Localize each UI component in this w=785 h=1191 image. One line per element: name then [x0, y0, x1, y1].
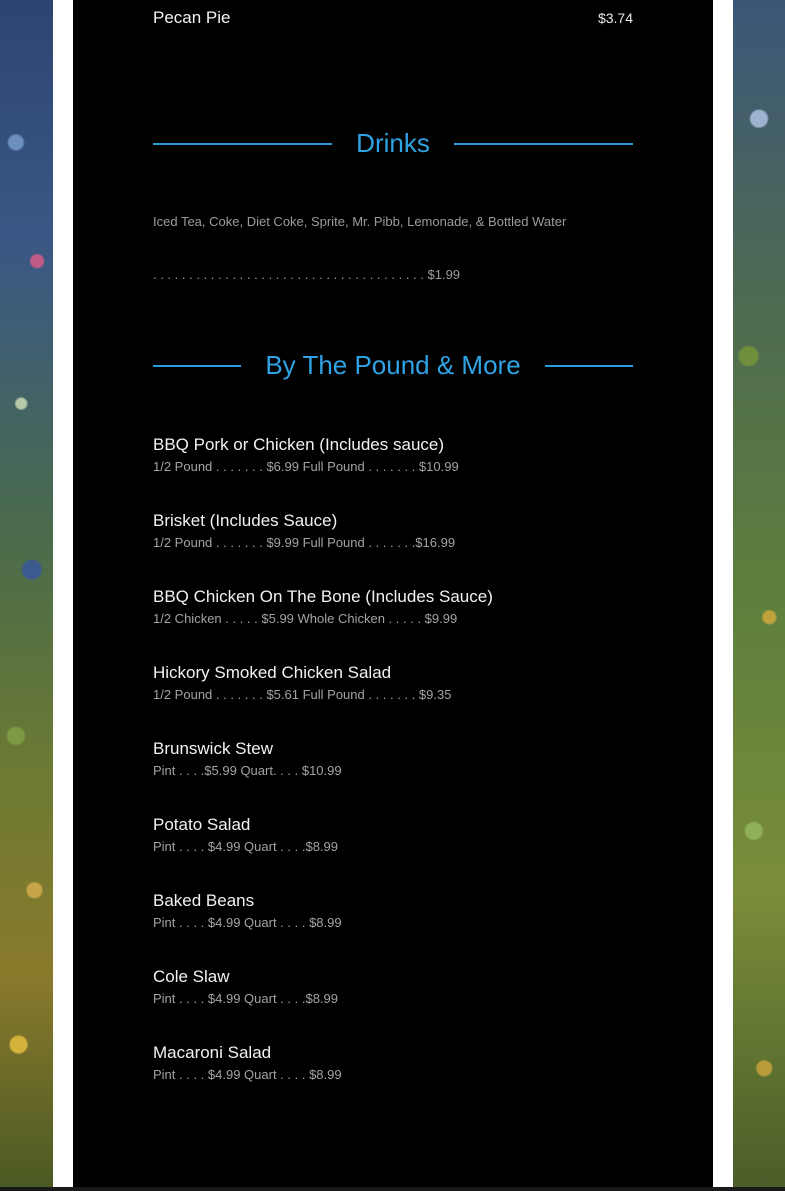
menu-item: [153, 739, 633, 779]
item-prices: 1/2 Pound . . . . . . . $9.99 Full Pound . . . . . . .$16.99: [153, 535, 456, 550]
background-photo-right: [733, 0, 785, 1187]
drinks-price: . . . . . . . . . . . . . . . . . . . . . . . . . . . . . . . . . . . . . . $1.99: [153, 267, 461, 282]
menu-item: [153, 511, 633, 551]
divider-line: [153, 365, 241, 367]
item-name: Hickory Smoked Chicken Salad: [153, 663, 392, 682]
item-prices: Pint . . . . $4.99 Quart . . . . $8.99: [153, 915, 342, 930]
menu-item: [153, 663, 633, 703]
item-name: Baked Beans: [153, 891, 255, 910]
item-prices: Pint . . . . $4.99 Quart . . . .$8.99: [153, 991, 338, 1006]
item-prices: 1/2 Chicken . . . . . $5.99 Whole Chicken . . . . . $9.99: [153, 611, 458, 626]
menu-item: [153, 435, 633, 475]
menu-item: [153, 967, 633, 1007]
menu-panel: [73, 0, 713, 1187]
item-name: Potato Salad: [153, 815, 251, 834]
divider-line: [454, 143, 633, 145]
menu-item: [153, 815, 633, 855]
divider-line: [545, 365, 633, 367]
item-name: Brisket (Includes Sauce): [153, 511, 338, 530]
page-bottom-edge: [0, 1187, 785, 1191]
item-name: Macaroni Salad: [153, 1043, 272, 1062]
item-prices: Pint . . . .$5.99 Quart. . . . $10.99: [153, 763, 342, 778]
item-name: Brunswick Stew: [153, 739, 273, 758]
section-header-drinks: [153, 128, 633, 159]
item-name: Cole Slaw: [153, 967, 230, 986]
section-title: By The Pound & More: [265, 350, 521, 380]
drinks-description: Iced Tea, Coke, Diet Coke, Sprite, Mr. Pibb, Lemonade, & Bottled Water: [153, 214, 567, 229]
item-name: BBQ Chicken On The Bone (Includes Sauce): [153, 587, 493, 606]
item-prices: Pint . . . . $4.99 Quart . . . .$8.99: [153, 839, 338, 854]
menu-item: [153, 587, 633, 627]
item-prices: Pint . . . . $4.99 Quart . . . . $8.99: [153, 1067, 342, 1082]
item-name: BBQ Pork or Chicken (Includes sauce): [153, 435, 445, 454]
section-title: Drinks: [356, 128, 430, 158]
item-name: Pecan Pie: [153, 8, 231, 27]
item-price: $3.74: [597, 10, 633, 26]
background-photo-left: [0, 0, 53, 1187]
menu-item: [153, 891, 633, 931]
item-prices: 1/2 Pound . . . . . . . $5.61 Full Pound . . . . . . . $9.35: [153, 687, 452, 702]
section-header-by-the-pound: [153, 350, 633, 381]
item-prices: 1/2 Pound . . . . . . . $6.99 Full Pound . . . . . . . $10.99: [153, 459, 459, 474]
menu-item: [153, 1043, 633, 1083]
menu-item-pecan-pie: [153, 8, 633, 30]
divider-line: [153, 143, 332, 145]
